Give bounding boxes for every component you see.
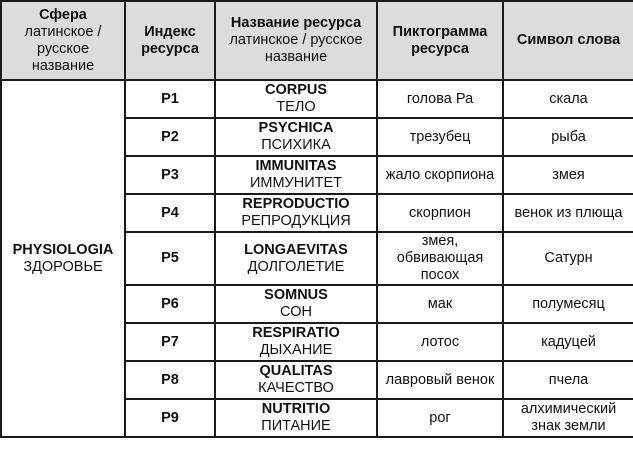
header-name-title: Название ресурса [230,15,362,31]
pictogram-cell: трезубец [377,118,503,156]
index-cell: P4 [125,194,215,232]
index-cell: P5 [125,232,215,285]
name-cell: NUTRITIO ПИТАНИЕ [215,399,377,437]
pictogram-cell: голова Ра [377,80,503,118]
index-cell: P8 [125,361,215,399]
pictogram-cell: лотос [377,323,503,361]
pictogram-cell: лавровый венок [377,361,503,399]
header-name-sub: латинское / русское название [229,32,363,65]
table-row [1,80,633,118]
header-pictogram: Пиктограмма ресурса [377,1,503,80]
sphere-latin: PHYSIOLOGIA [12,241,114,258]
name-cell: CORPUS ТЕЛО [215,80,377,118]
index-cell: P6 [125,285,215,323]
index-cell: P9 [125,399,215,437]
index-cell: P7 [125,323,215,361]
sphere-russian: ЗДОРОВЬЕ [23,258,103,275]
pictogram-cell: рог [377,399,503,437]
header-symbol: Символ слова [503,1,633,80]
symbol-cell: рыба [503,118,633,156]
symbol-cell: Сатурн [503,232,633,285]
symbol-cell: полумесяц [503,285,633,323]
header-sphere-title: Сфера [39,6,87,23]
pictogram-cell: змея, обвивающая посох [377,232,503,285]
header-row [1,1,633,80]
index-cell: P1 [125,80,215,118]
index-cell: P3 [125,156,215,194]
name-cell: PSYCHICA ПСИХИКА [215,118,377,156]
pictogram-cell: жало скорпиона [377,156,503,194]
symbol-cell: пчела [503,361,633,399]
name-cell: REPRODUCTIO РЕПРОДУКЦИЯ [215,194,377,232]
symbol-cell: алхимический знак земли [503,399,633,437]
symbol-cell: венок из плюща [503,194,633,232]
header-sphere-sub: латинское / русское название [24,23,102,74]
symbol-cell: скала [503,80,633,118]
symbol-cell: змея [503,156,633,194]
index-cell: P2 [125,118,215,156]
name-cell: RESPIRATIO ДЫХАНИЕ [215,323,377,361]
header-name [215,1,377,80]
name-cell: IMMUNITAS ИММУНИТЕТ [215,156,377,194]
name-cell: LONGAEVITAS ДОЛГОЛЕТИЕ [215,232,377,285]
pictogram-cell: скорпион [377,194,503,232]
name-cell: QUALITAS КАЧЕСТВО [215,361,377,399]
header-index: Индекс ресурса [125,1,215,80]
sphere-cell [1,80,125,437]
pictogram-cell: мак [377,285,503,323]
name-cell: SOMNUS СОН [215,285,377,323]
header-sphere [1,1,125,80]
symbol-cell: кадуцей [503,323,633,361]
